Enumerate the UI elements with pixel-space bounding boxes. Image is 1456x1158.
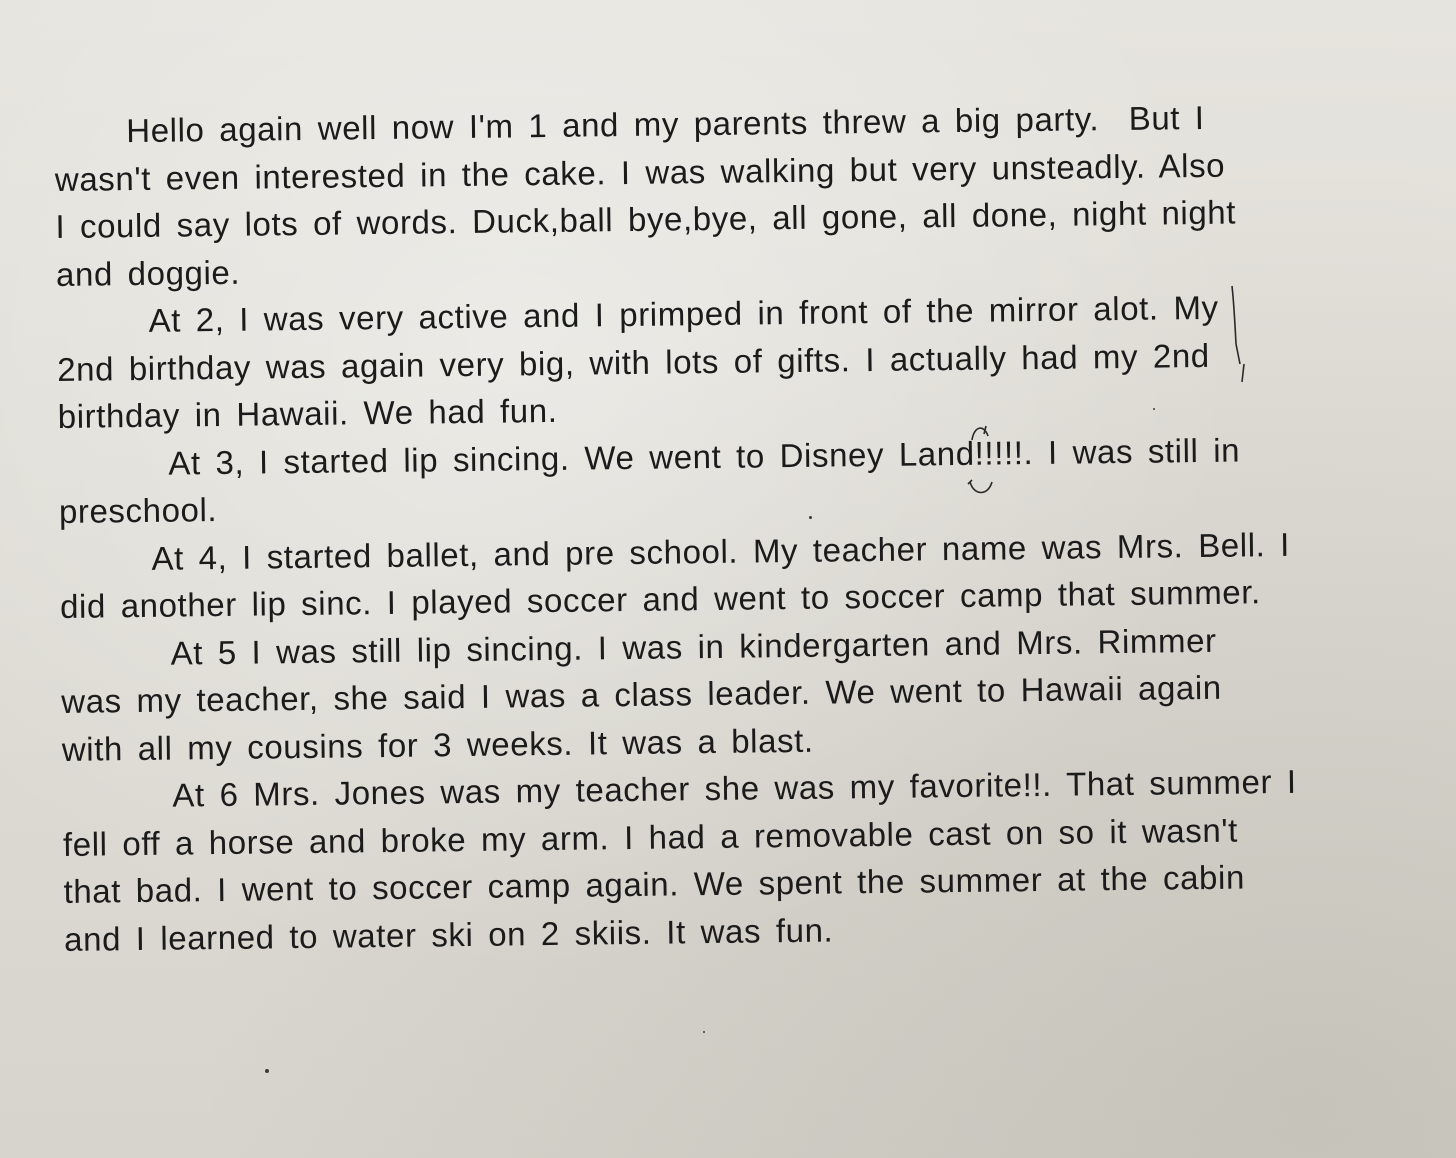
paragraph-age-4 (59, 519, 1410, 630)
text-line: and I learned to water ski on 2 skiis. It was fun. (63, 911, 834, 958)
text-line: 2nd birthday was again very big, with lots of gifts. I actually had my 2nd (56, 336, 1210, 388)
close-up-mark (964, 420, 1004, 502)
paragraph-age-3 (58, 424, 1409, 535)
paragraph-age-5 (60, 614, 1412, 773)
text-line: At 2, I was very active and I primped in front of the mirror alot. My (148, 288, 1219, 339)
text-line: that bad. I went to soccer camp again. We spent the summer at the cabin (63, 858, 1246, 910)
paragraph-age-6 (62, 756, 1414, 962)
typed-text-body (54, 92, 1414, 963)
text-line: At 4, I started ballet, and pre school. My teacher name was Mrs. Bell. I (151, 525, 1291, 577)
paper-speck (1153, 408, 1155, 410)
text-line: with all my cousins for 3 weeks. It was a blast. (61, 721, 814, 768)
paper-speck (703, 1031, 705, 1033)
text-line: At 6 Mrs. Jones was my teacher she was my favorite!!. That summer I (172, 762, 1297, 814)
text-line: and doggie. (55, 253, 241, 293)
word-split-mark (1226, 284, 1252, 390)
text-line: birthday in Hawaii. We had fun. (57, 391, 558, 435)
text-line: Hello again well now I'm 1 and my parents threw a big party. But I (126, 98, 1205, 150)
text-line: At 5 I was still lip sincing. I was in kindergarten and Mrs. Rimmer (170, 621, 1217, 672)
text-line: was my teacher, she said I was a class leader. We went to Hawaii again (61, 668, 1222, 720)
paragraph-age-1 (54, 92, 1406, 298)
text-line: did another lip sinc. I played soccer and went to soccer camp that summer. (59, 573, 1262, 625)
paper-speck (265, 1069, 269, 1073)
text-line: At 3, I started lip sincing. We went to Disney Land!!!!!. I was still in (168, 431, 1241, 482)
paper-speck (809, 516, 812, 519)
text-line: preschool. (58, 491, 218, 530)
text-line: wasn't even interested in the cake. I was walking but very unsteadly. Also (54, 146, 1226, 198)
text-line: I could say lots of words. Duck,ball bye,bye, all gone, all done, night night (55, 193, 1237, 245)
text-line: fell off a horse and broke my arm. I had a removable cast on so it wasn't (62, 811, 1239, 863)
paragraph-age-2 (56, 281, 1408, 440)
